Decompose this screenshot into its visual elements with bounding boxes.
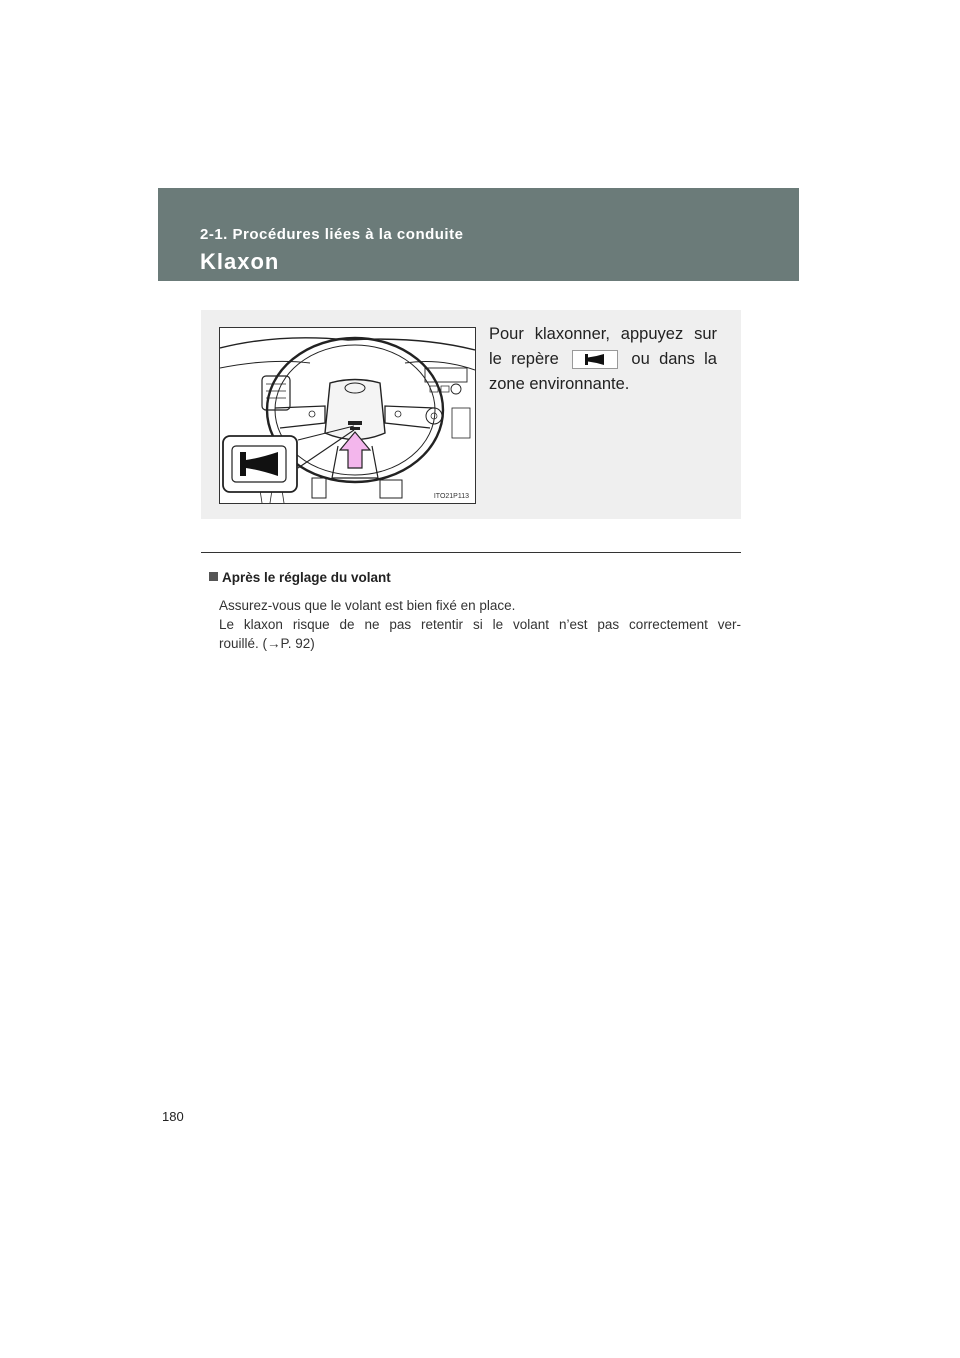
steering-wheel-illustration	[219, 327, 476, 504]
bullet-square-icon	[209, 572, 218, 581]
section-header	[158, 188, 799, 281]
horn-icon	[572, 350, 618, 369]
note-heading	[209, 570, 391, 585]
instruction-text	[489, 322, 717, 397]
note-line-2: Le klaxon risque de ne pas retentir si le volant n’est pas correctement ver-	[219, 617, 741, 632]
section-divider	[201, 552, 741, 553]
steering-wheel-drawing	[220, 328, 475, 503]
instruction-line-1: Pour klaxonner, appuyez sur	[489, 325, 717, 343]
figure-code: ITO21P113	[433, 493, 469, 500]
instruction-line-2-end: ou dans la	[631, 350, 717, 368]
instruction-line-3: zone environnante.	[489, 375, 630, 393]
instruction-line-2-start: le repère	[489, 350, 559, 368]
page-title: Klaxon	[200, 249, 280, 274]
page-number: 180	[162, 1109, 184, 1124]
note-heading-text: Après le réglage du volant	[222, 570, 391, 585]
note-line-1: Assurez-vous que le volant est bien fixé en place.	[219, 598, 516, 613]
section-label: 2-1. Procédures liées à la conduite	[200, 226, 464, 243]
instruction-line-2	[489, 347, 717, 372]
note-line-3: rouillé. (→P. 92)	[219, 636, 315, 651]
illustration-panel	[201, 310, 741, 519]
note-body	[219, 596, 741, 653]
